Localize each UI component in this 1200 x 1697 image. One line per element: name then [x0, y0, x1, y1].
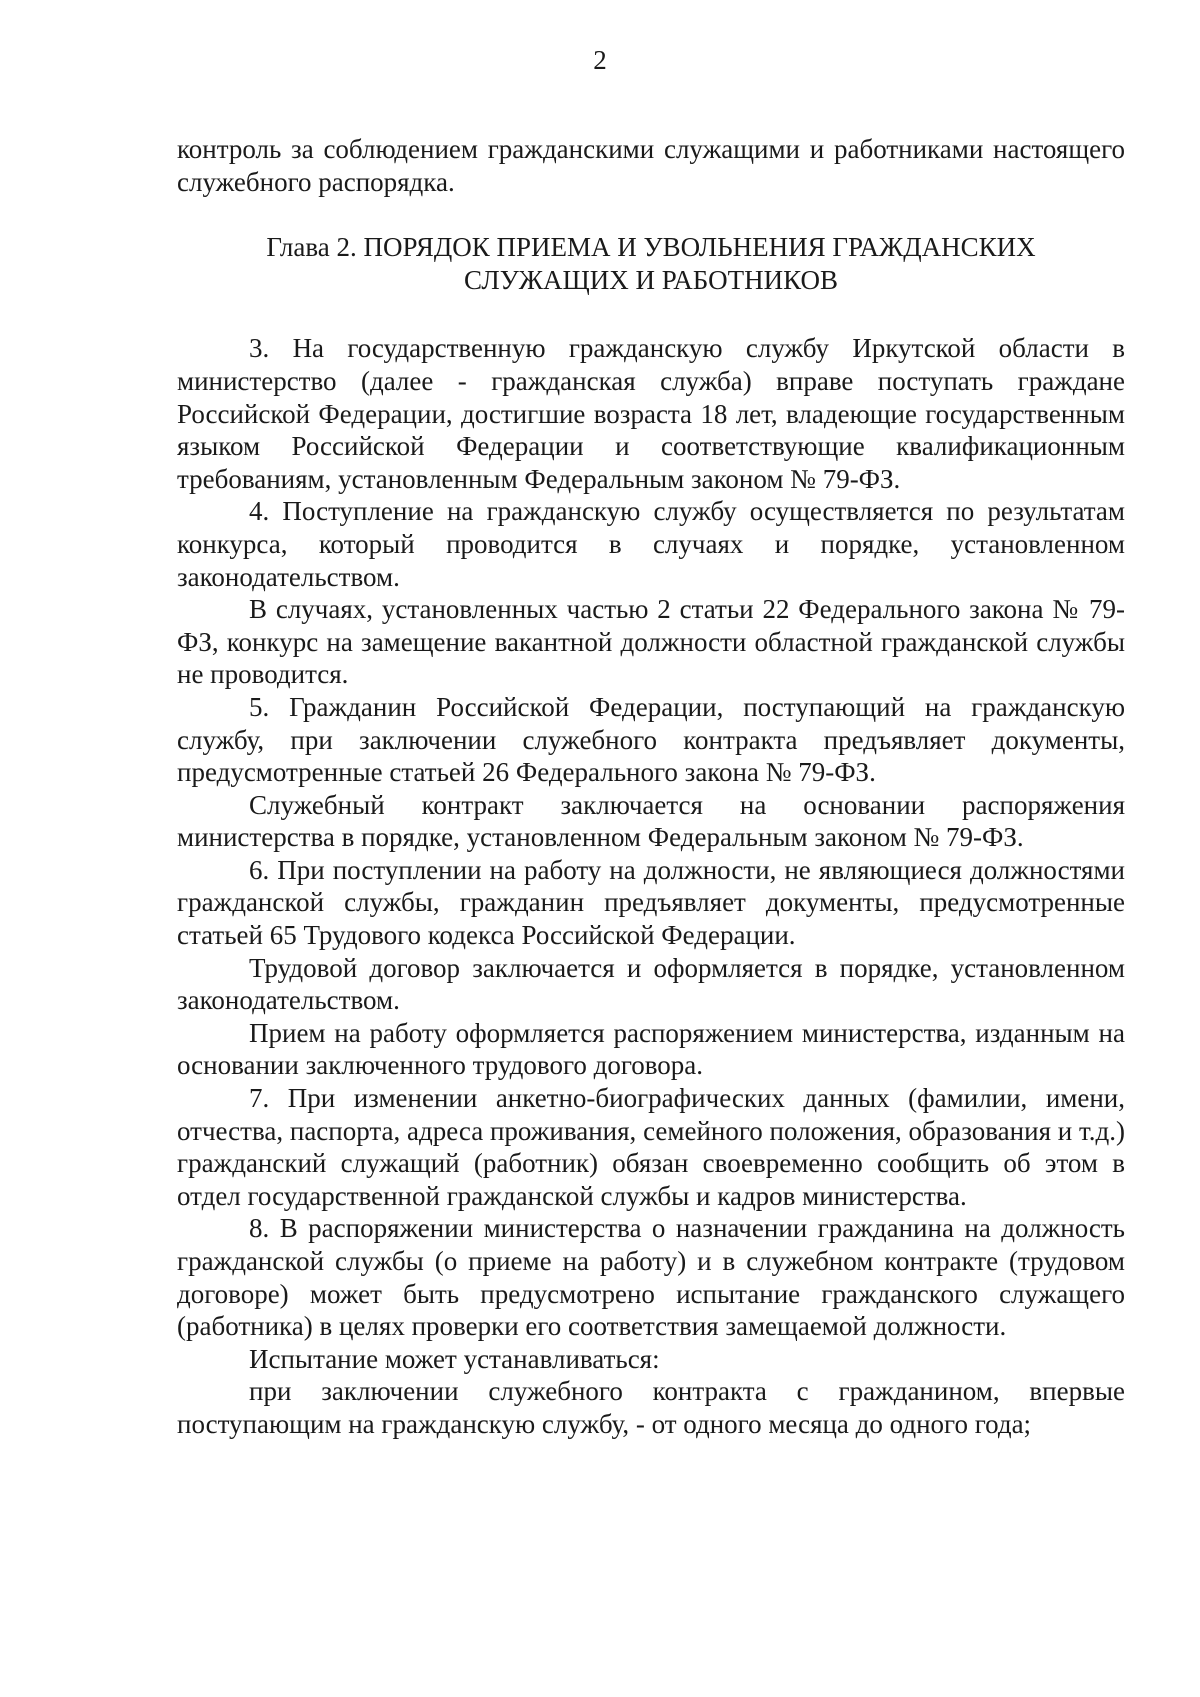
paragraph-3: 3. На государственную гражданскую службу Иркутской области в министерство (далее - гражданская служба) вправе поступать граждане Российской Федерации, достигшие возраста 18 лет, владеющие государственным языком Российской Федерации и соответствующие квалификационным требованиям, установленным Федеральным законом № 79-ФЗ. — [177, 333, 1125, 494]
paragraph-8-probation-first-time: при заключении служебного контракта с гражданином, впервые поступающим на гражданскую службу, - от одного месяца до одного года; — [177, 1376, 1125, 1439]
paragraph-6: 6. При поступлении на работу на должности, не являющиеся должностями гражданской службы, гражданин предъявляет документы, предусмотренные статьей 65 Трудового кодекса Российской Федерации. — [177, 854, 1125, 951]
page-number: 2 — [593, 45, 607, 75]
paragraph-4: 4. Поступление на гражданскую службу осуществляется по результатам конкурса, который проводится в случаях и порядке, установленном законодательством. — [177, 496, 1125, 592]
document-body — [177, 133, 1125, 1441]
paragraph-5: 5. Гражданин Российской Федерации, поступающий на гражданскую службу, при заключении служебного контракта предъявляет документы, предусмотренные статьей 26 Федерального закона № 79-ФЗ. — [177, 691, 1125, 788]
paragraph-4-competition-exception: В случаях, установленных частью 2 статьи 22 Федерального закона № 79-ФЗ, конкурс на замещение вакантной должности областной гражданской службы не проводится. — [177, 594, 1125, 690]
paragraph-8-probation-intro: Испытание может устанавливаться: — [249, 1343, 660, 1374]
paragraph-8: 8. В распоряжении министерства о назначении гражданина на должность гражданской службы (о приеме на работу) и в служебном контракте (трудовом договоре) может быть предусмотрено испытание гражданского служащего (работника) в целях проверки его соответствия замещаемой должности. — [177, 1213, 1125, 1342]
chapter-heading-line-2: СЛУЖАЩИХ И РАБОТНИКОВ — [464, 264, 838, 295]
paragraph-6-labor-contract: Трудовой договор заключается и оформляется в порядке, установленном законодательством. — [177, 952, 1125, 1016]
paragraph-5-contract: Служебный контракт заключается на основании распоряжения министерства в порядке, установленном Федеральным законом № 79-ФЗ. — [177, 789, 1125, 853]
paragraph-continuation: контроль за соблюдением гражданскими служащими и работниками настоящего служебного распорядка. — [177, 134, 1125, 197]
paragraph-6-hiring-order: Прием на работу оформляется распоряжением министерства, изданным на основании заключенного трудового договора. — [177, 1017, 1125, 1081]
chapter-heading-line-1: Глава 2. ПОРЯДОК ПРИЕМА И УВОЛЬНЕНИЯ ГРАЖДАНСКИХ — [266, 232, 1036, 263]
paragraph-7: 7. При изменении анкетно-биографических данных (фамилии, имени, отчества, паспорта, адреса проживания, семейного положения, образования и т.д.) гражданский служащий (работник) обязан своевременно сообщить об этом в отдел государственной гражданской службы и кадров министерства. — [177, 1083, 1125, 1211]
chapter-heading — [177, 231, 1125, 296]
